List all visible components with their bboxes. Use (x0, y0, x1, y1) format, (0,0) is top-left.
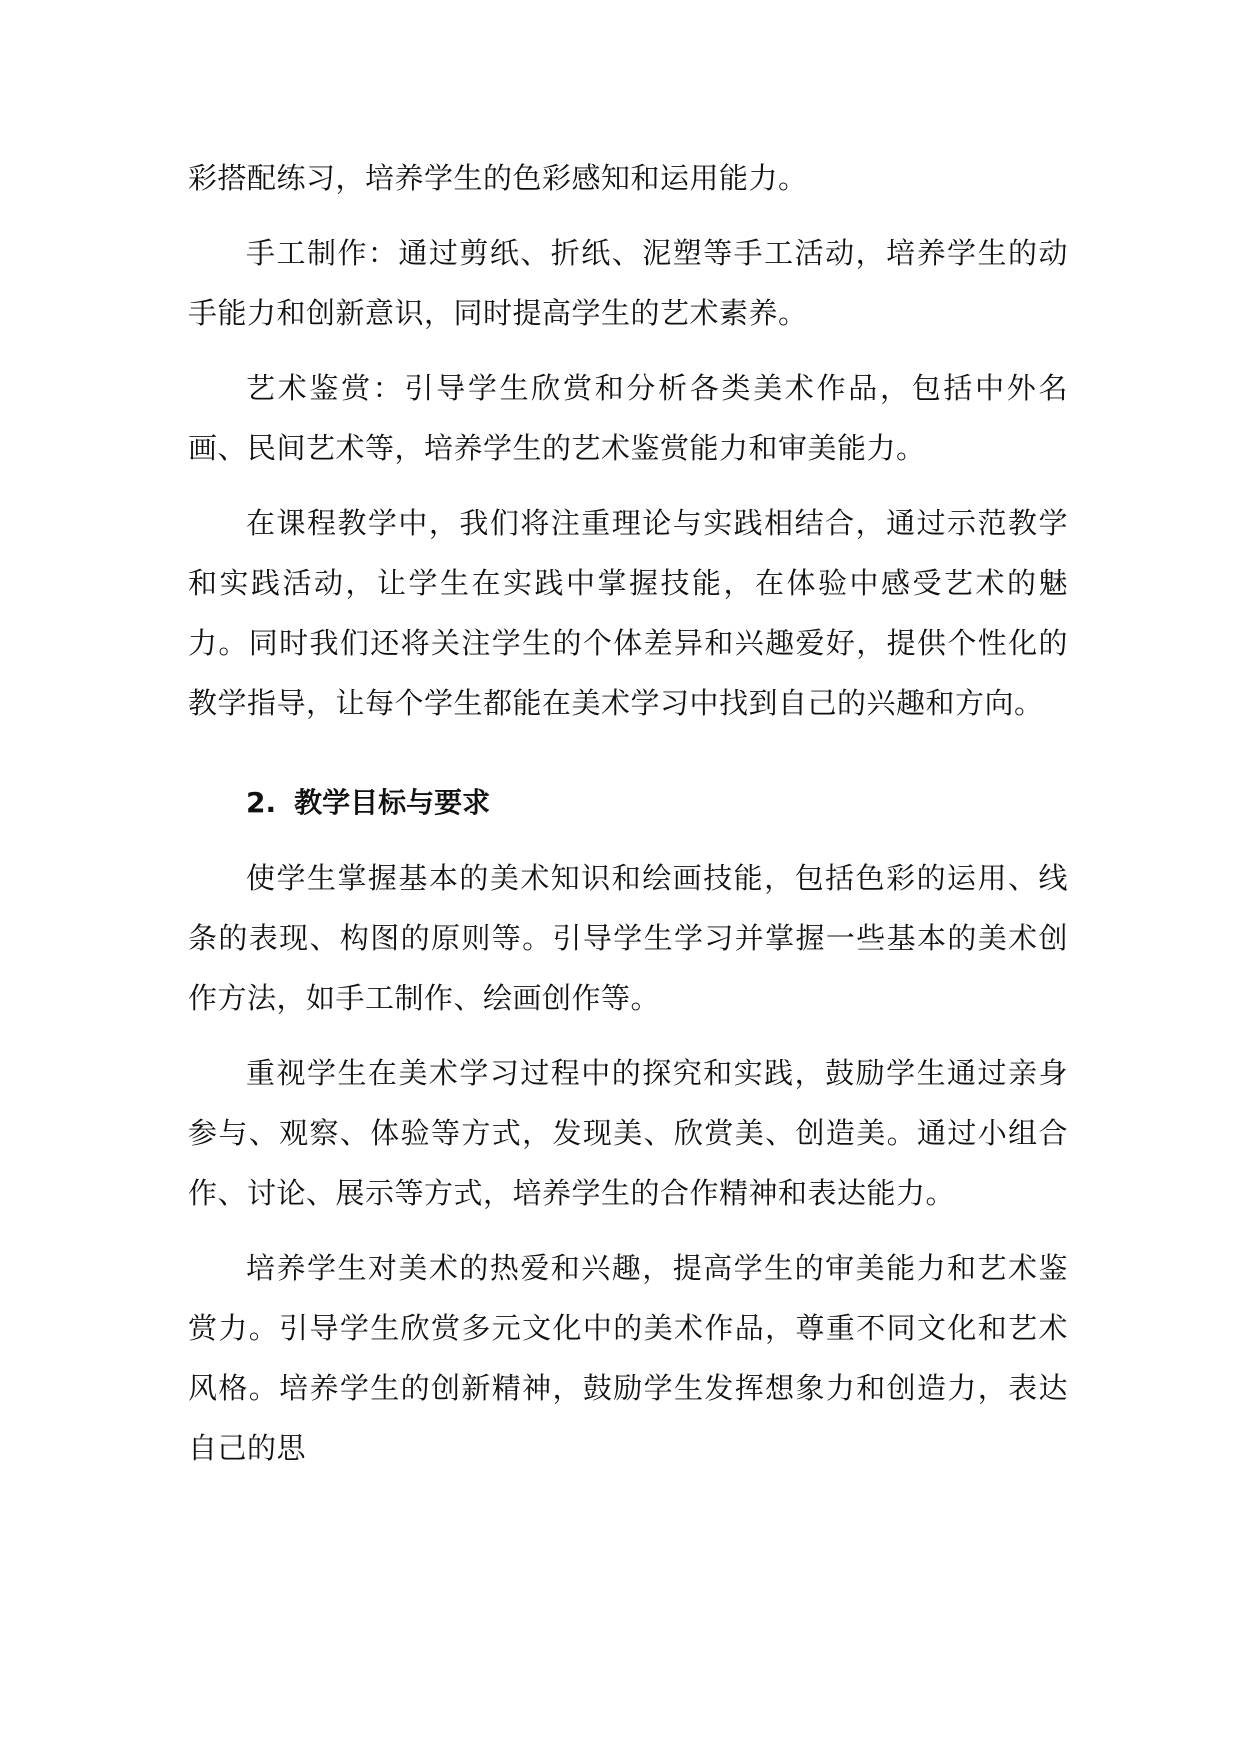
paragraph-knowledge-skills: 使学生掌握基本的美术知识和绘画技能，包括色彩的运用、线条的表现、构图的原则等。引导学生学习并掌握一些基本的美术创作方法，如手工制作、绘画创作等。 (188, 861, 1068, 1015)
paragraph-inquiry-practice: 重视学生在美术学习过程中的探究和实践，鼓励学生通过亲身参与、观察、体验等方式，发现美、欣赏美、创造美。通过小组合作、讨论、展示等方式，培养学生的合作精神和表达能力。 (188, 1056, 1068, 1210)
section-title: 教学目标与要求 (294, 786, 491, 819)
paragraph-course-teaching: 在课程教学中，我们将注重理论与实践相结合，通过示范教学和实践活动，让学生在实践中掌握技能，在体验中感受艺术的魅力。同时我们还将关注学生的个体差异和兴趣爱好，提供个性化的教学指导，让每个学生都能在美术学习中找到自己的兴趣和方向。 (188, 506, 1068, 720)
paragraph-interest-creativity: 培养学生对美术的热爱和兴趣，提高学生的审美能力和艺术鉴赏力。引导学生欣赏多元文化中的美术作品，尊重不同文化和艺术风格。培养学生的创新精神，鼓励学生发挥想象力和创造力，表达自己的思 (188, 1251, 1068, 1465)
paragraph-handcraft: 手工制作：通过剪纸、折纸、泥塑等手工活动，培养学生的动手能力和创新意识，同时提高学生的艺术素养。 (188, 236, 1068, 330)
paragraph-color-practice: 彩搭配练习，培养学生的色彩感知和运用能力。 (188, 161, 808, 195)
section-heading (188, 773, 1068, 833)
document-body (188, 148, 1068, 1493)
section-number: 2. (246, 786, 277, 819)
paragraph-art-appreciation: 艺术鉴赏：引导学生欣赏和分析各类美术作品，包括中外名画、民间艺术等，培养学生的艺术鉴赏能力和审美能力。 (188, 371, 1068, 465)
